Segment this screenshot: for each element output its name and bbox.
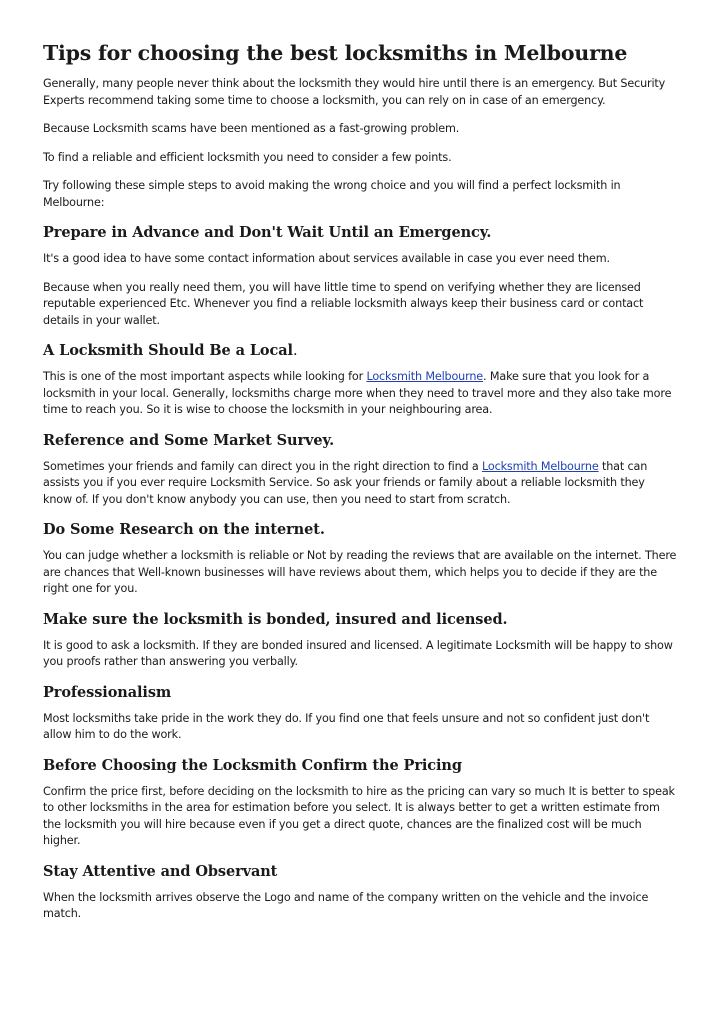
- heading-research: Do Some Research on the internet.: [43, 521, 325, 538]
- heading-reference: Reference and Some Market Survey.: [43, 431, 335, 449]
- local-text-before: This is one of the most important aspects while looking for: [43, 370, 367, 383]
- locksmith-melbourne-link[interactable]: Locksmith Melbourne: [366, 370, 484, 383]
- reference-text-before: Sometimes your friends and family can direct you in the right direction to find a: [43, 459, 482, 473]
- intro-paragraph-1: Generally, many people never think about the locksmith they would hire until there is an emergency. But Security Experts recommend taking some time to choose a locksmith, you can rely on in case of an emergency.: [43, 77, 666, 107]
- heading-attentive: Stay Attentive and Observant: [43, 862, 278, 880]
- prepare-paragraph-1: It's a good idea to have some contact information about services available in case you ever need them.: [43, 252, 610, 265]
- reference-paragraph-1: [43, 459, 677, 509]
- intro-paragraph-4: Try following these simple steps to avoid making the wrong choice and you will find a perfect locksmith in Melbourne:: [43, 179, 621, 209]
- pricing-paragraph-1: Confirm the price first, before deciding on the locksmith to hire as the pricing can vary so much It is better to speak to other locksmiths in the area for estimation before you select. It is always better to get a written estimate from the locksmith you will hire because even if you get a direct quote, chances are the finalized cost will be much higher.: [43, 784, 675, 847]
- research-paragraph-1: You can judge whether a locksmith is reliable or Not by reading the reviews that are available on the internet. There are chances that Well-known businesses will have reviews about them, which helps you to decide if they are the right one for you.: [43, 549, 677, 595]
- bonded-paragraph-1: It is good to ask a locksmith. If they are bonded insured and licensed. A legitimate Locksmith will be happy to show you proofs rather than answering you verbally.: [43, 638, 673, 668]
- heading-pricing: Before Choosing the Locksmith Confirm the Pricing: [43, 756, 462, 774]
- heading-bonded: Make sure the locksmith is bonded, insured and licensed.: [43, 610, 508, 628]
- intro-paragraph-3: To find a reliable and efficient locksmith you need to consider a few points.: [43, 150, 452, 164]
- local-text-after: . Make sure that you look for a locksmith in your local. Generally, locksmiths charge more when they need to travel more and they also take more time to reach you. So it is wise to choose the locksmith in your neighbouring area.: [43, 370, 672, 416]
- heading-prepare: Prepare in Advance and Don't Wait Until an Emergency.: [43, 224, 492, 241]
- local-paragraph-1: [43, 369, 677, 419]
- professionalism-paragraph-1: Most locksmiths take pride in the work they do. If you find one that feels unsure and not so confident just don't allow him to do the work.: [43, 711, 650, 741]
- prepare-paragraph-2: Because when you really need them, you will have little time to spend on verifying whether they are licensed reputable experienced Etc. Whenever you find a reliable locksmith always keep their business card or contact details in your wallet.: [43, 280, 644, 327]
- reference-text-after: that can assists you if you ever require Locksmith Service. So ask your friends or family about a reliable locksmith they know of. If you don't know anybody you can use, then you need to start from scratch.: [43, 459, 648, 506]
- document-page: [43, 40, 677, 935]
- heading-local-text: A Locksmith Should Be a Local: [43, 342, 293, 359]
- intro-paragraph-2: Because Locksmith scams have been mentioned as a fast-growing problem.: [43, 122, 460, 135]
- heading-local-suffix: .: [292, 343, 298, 359]
- attentive-paragraph-1: When the locksmith arrives observe the Logo and name of the company written on the vehicle and the invoice match.: [43, 890, 649, 920]
- locksmith-melbourne-link[interactable]: Locksmith Melbourne: [482, 459, 599, 473]
- page-title: Tips for choosing the best locksmiths in Melbourne: [43, 41, 628, 65]
- heading-local: [43, 341, 677, 361]
- heading-professionalism: Professionalism: [43, 683, 172, 701]
